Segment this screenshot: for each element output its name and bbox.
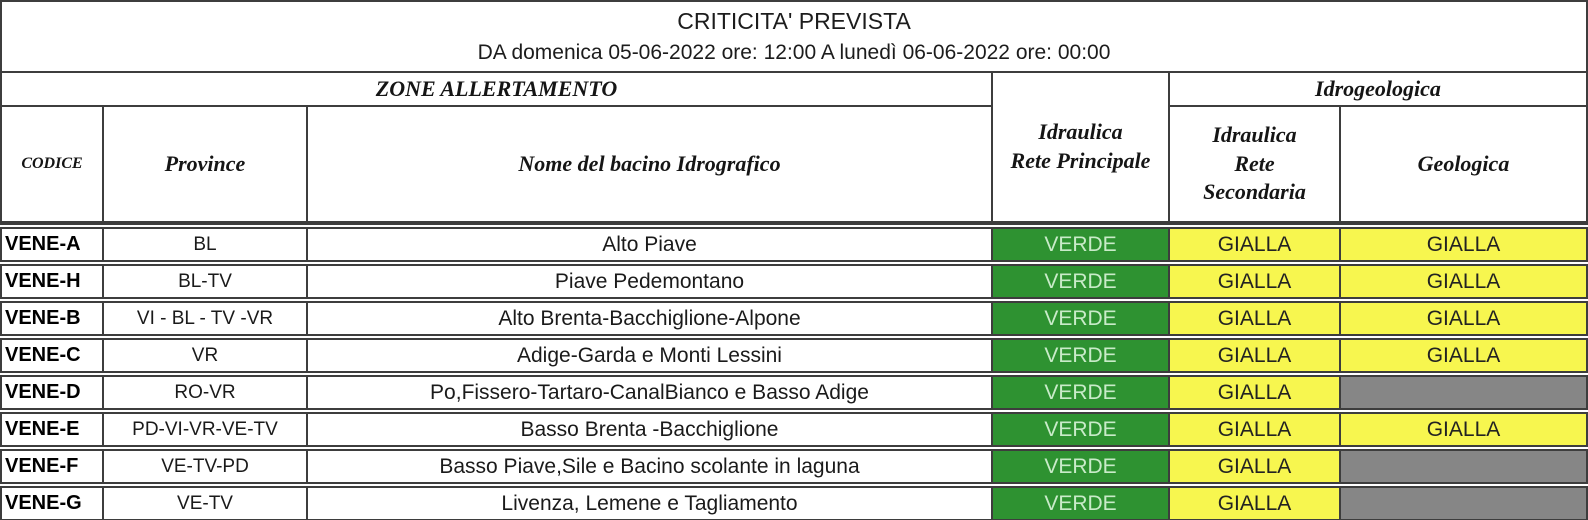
alert-cell-geologica: GIALLA [1341, 414, 1586, 445]
column-header-idraulica-rete-principale [993, 73, 1168, 221]
alert-cell-idraulica-secondaria: GIALLA [1170, 377, 1339, 408]
basin-name-cell: Alto Piave [308, 229, 991, 260]
alert-cell-idraulica-principale: VERDE [993, 414, 1168, 445]
alert-cell-idraulica-principale: VERDE [993, 266, 1168, 297]
table-row [0, 301, 1588, 336]
alert-cell-idraulica-principale: VERDE [993, 377, 1168, 408]
table-header [0, 73, 1588, 225]
table-row [0, 486, 1588, 520]
basin-name-cell: Livenza, Lemene e Tagliamento [308, 488, 991, 519]
column-header-bacino: Nome del bacino Idrografico [308, 107, 991, 221]
alert-cell-geologica: GIALLA [1341, 266, 1586, 297]
alert-cell-idraulica-principale: VERDE [993, 340, 1168, 371]
column-group-zone-allertamento: ZONE ALLERTAMENTO [2, 73, 991, 105]
alert-cell-geologica [1341, 488, 1586, 519]
zone-code-cell: VENE-B [2, 303, 102, 334]
alert-cell-geologica [1341, 377, 1586, 408]
province-cell: BL [104, 229, 306, 260]
alert-cell-idraulica-secondaria: GIALLA [1170, 266, 1339, 297]
page-title: CRITICITA' PREVISTA [677, 7, 911, 34]
basin-name-cell: Alto Brenta-Bacchiglione-Alpone [308, 303, 991, 334]
alert-cell-idraulica-secondaria: GIALLA [1170, 229, 1339, 260]
column-header-geologica: Geologica [1341, 107, 1586, 221]
province-cell: VE-TV-PD [104, 451, 306, 482]
column-header-province: Province [104, 107, 306, 221]
alert-cell-idraulica-principale: VERDE [993, 451, 1168, 482]
table-body [0, 227, 1588, 520]
column-group-idrogeologica: Idrogeologica [1170, 73, 1586, 105]
column-header-idraulica-rete-secondaria [1170, 107, 1339, 221]
zone-code-cell: VENE-G [2, 488, 102, 519]
zone-code-cell: VENE-A [2, 229, 102, 260]
table-row [0, 449, 1588, 484]
header-line: Idraulica [1038, 119, 1123, 145]
zone-code-cell: VENE-F [2, 451, 102, 482]
alert-cell-idraulica-secondaria: GIALLA [1170, 340, 1339, 371]
title-block [0, 0, 1588, 73]
table-row [0, 375, 1588, 410]
validity-period: DA domenica 05-06-2022 ore: 12:00 A lunedì 06-06-2022 ore: 00:00 [477, 40, 1111, 64]
province-cell: VI - BL - TV -VR [104, 303, 306, 334]
province-cell: BL-TV [104, 266, 306, 297]
alert-cell-idraulica-principale: VERDE [993, 303, 1168, 334]
province-cell: VR [104, 340, 306, 371]
province-cell: RO-VR [104, 377, 306, 408]
alert-cell-idraulica-principale: VERDE [993, 229, 1168, 260]
table-row [0, 338, 1588, 373]
zone-code-cell: VENE-E [2, 414, 102, 445]
province-cell: PD-VI-VR-VE-TV [104, 414, 306, 445]
basin-name-cell: Basso Brenta -Bacchiglione [308, 414, 991, 445]
alert-cell-geologica [1341, 451, 1586, 482]
basin-name-cell: Basso Piave,Sile e Bacino scolante in laguna [308, 451, 991, 482]
alert-cell-idraulica-secondaria: GIALLA [1170, 488, 1339, 519]
header-line: Idraulica [1212, 122, 1297, 148]
alert-cell-geologica: GIALLA [1341, 340, 1586, 371]
table-row [0, 264, 1588, 299]
alert-cell-idraulica-secondaria: GIALLA [1170, 414, 1339, 445]
header-line: Secondaria [1203, 179, 1306, 205]
zone-code-cell: VENE-H [2, 266, 102, 297]
header-line: Rete Principale [1010, 148, 1151, 173]
alert-cell-idraulica-secondaria: GIALLA [1170, 451, 1339, 482]
basin-name-cell: Piave Pedemontano [308, 266, 991, 297]
header-line: Rete [1234, 150, 1275, 176]
table-row [0, 412, 1588, 447]
column-header-codice: CODICE [2, 107, 102, 221]
basin-name-cell: Po,Fissero-Tartaro-CanalBianco e Basso Adige [308, 377, 991, 408]
zone-code-cell: VENE-C [2, 340, 102, 371]
zone-code-cell: VENE-D [2, 377, 102, 408]
basin-name-cell: Adige-Garda e Monti Lessini [308, 340, 991, 371]
alert-cell-geologica: GIALLA [1341, 303, 1586, 334]
province-cell: VE-TV [104, 488, 306, 519]
alert-cell-idraulica-principale: VERDE [993, 488, 1168, 519]
table-row [0, 227, 1588, 262]
alert-cell-idraulica-secondaria: GIALLA [1170, 303, 1339, 334]
alert-cell-geologica: GIALLA [1341, 229, 1586, 260]
